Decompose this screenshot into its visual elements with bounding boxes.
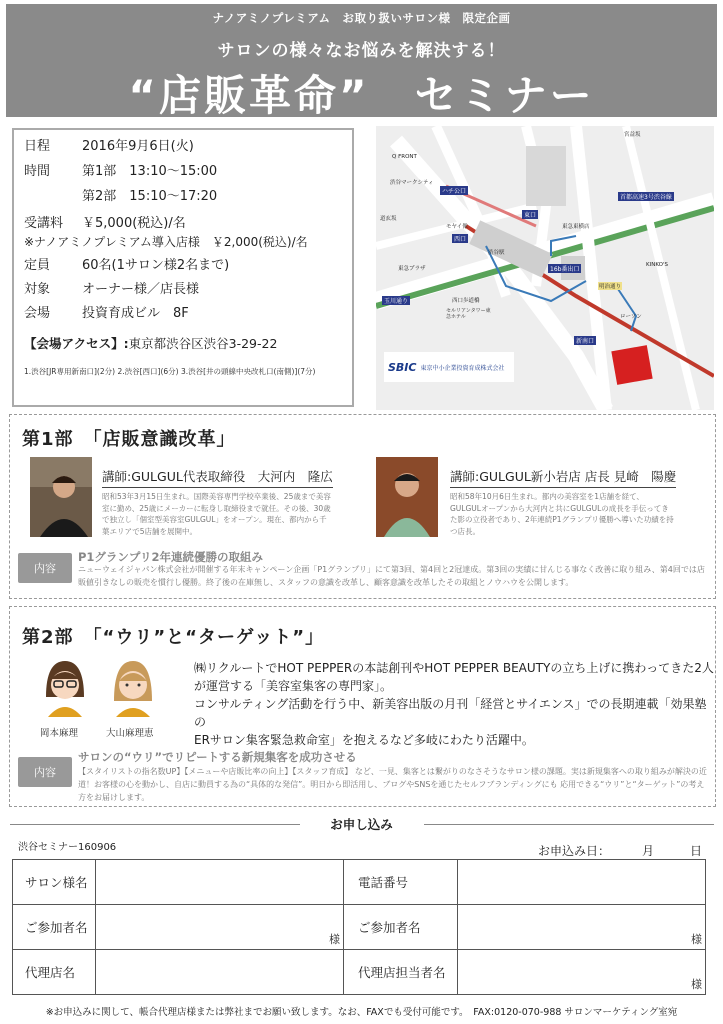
participant1-label: ご参加者名 [13,905,96,950]
capacity-label: 定員 [24,258,51,273]
map-label: 玉川通り [384,298,409,305]
honorific: 様 [691,978,702,991]
map-label: 西口 [454,236,467,243]
seminar-code: 渋谷セミナー160906 [18,842,117,853]
lecturer2-bio: 昭和58年10月6日生まれ。都内の美容室を1店舗を経て、GULGULオープンから大河内と共にGULGULの成長を手伝ってきた影の立役者であり、2年連続P1グランプリ優勝へ導いた功績を持つ店長。 [450,492,674,536]
application-date [538,842,702,859]
map-label: 首都高速3号渋谷線 [620,194,672,201]
part1-title: 第1部 「店販意識改革」 [22,429,236,450]
target-label: 対象 [24,282,51,297]
logo-mark: SBIC [388,360,417,374]
map-label: セルリアンタワー東急ホテル [446,308,491,320]
map-label: 東急東横店 [562,224,590,230]
name-oyama: 大山麻理恵 [106,728,154,739]
participant1-field[interactable] [96,905,344,950]
agency-label: 代理店名 [13,950,96,995]
content-badge: 内容 [18,553,72,583]
lecturer1-bio: 昭和53年3月15日生まれ。国際美容専門学校卒業後、25歳まで美容室に勤め、25歳にメーカーに転身し取締役まで就任。その後、30歳で独立し「個室型美容室GULGUL」をオープン。現在、都内から千葉エリアで5店舗を展開中。 [102,492,331,536]
part2-section [9,606,716,807]
part2-content-text: 【スタイリストの指名数UP】【メニューや店販比率の向上】【スタッフ育成】 など、一見、集客とは繋がりのなさそうなサロン様の課題。実は新規集客への取り組みが解決の近道！お客様の心を動かし、自店に動員する為の“具体的な発信”。明日から即活用し、ブログやSNSを通じたセルフブランディングにも 応用できる“ウリ”と“ターゲット”の考え方をお届けします。 [78,767,707,802]
lecturer1-photo [30,457,92,537]
month-label: 月 [642,844,655,858]
capacity-value: 60名(1サロン様2名まで) [82,258,230,273]
application-form [12,859,706,995]
part1-section [9,414,716,599]
phone-label: 電話番号 [344,860,458,905]
agency-person-label: 代理店担当者名 [344,950,458,995]
header-banner [6,4,717,120]
header-top-text: ナノアミノプレミアム お取り扱いサロン様 限定企画 [212,11,511,25]
part2-content-title: サロンの“ウリ”でリピートする新規集客を成功させる [78,750,357,764]
map-label: KINKO'S [646,262,668,268]
footer-note: ※お申込みに関して、帳合代理店様または弊社までお願い致します。なお、FAXでも受付可能です。 FAX:0120-070-988 サロンマーケティング室宛 [45,1007,678,1018]
access-map [376,126,714,410]
part1-content-title: P1グランプリ2年連続優勝の取組み [78,550,263,564]
desc-line: ㈱リクルートでHOT PEPPERの本誌創刊やHOT PEPPER BEAUTYの立ち上げに携わってきた2人 [194,661,714,675]
map-label: 道玄坂 [380,216,397,222]
participant2-field[interactable] [458,905,706,950]
event-date: 2016年9月6日(火) [82,139,194,154]
station-exits: 1.渋谷[JR専用新南口](2分) 2.渋谷[西口](6分) 3.渋谷[井の頭線中央改札口(南側)](7分) [24,367,316,376]
fee-label: 受講料 [24,216,64,231]
map-label: 新南口 [576,338,595,345]
company-logo [384,352,514,382]
salon-name-label: サロン様名 [13,860,96,905]
map-label: 渋谷マークシティ [390,180,434,186]
access-label: 【会場アクセス】: [24,336,129,351]
map-label: Q FRONT [392,154,417,160]
avatar-oyama [110,657,156,717]
map-label: 東急プラザ [398,266,426,272]
map-label: 明治通り [599,284,622,290]
honorific: 様 [691,933,702,946]
lecturer2-name: 講師:GULGUL新小岩店 店長 見崎 陽慶 [450,467,676,488]
map-label: 東口 [524,212,537,219]
desc-line: コンサルティング活動を行う中、新美容出版の月刊「経営とサイエンス」での長期連載「効果塾の [194,697,707,729]
venue-value: 投資育成ビル 8F [82,306,189,321]
header-subtitle: サロンの様々なお悩みを解決する！ [217,41,506,61]
agency-person-field[interactable] [458,950,706,995]
map-label: 宮益坂 [624,132,641,138]
participant2-label: ご参加者名 [344,905,458,950]
lecturer1-name: 講師:GULGUL代表取締役 大河内 隆広 [102,467,333,488]
access-address: 東京都渋谷区渋谷3-29-22 [128,336,278,351]
part2-title: 第2部 「“ウリ”と“ターゲット”」 [22,627,325,648]
agency-field[interactable] [96,950,344,995]
map-label: 渋谷駅 [488,250,505,256]
lecturer2-photo [376,457,438,537]
map-label: ローソン [620,314,642,320]
part2-description [194,659,714,749]
target-value: オーナー様／店長様 [82,282,200,297]
fee-value: ￥5,000(税込)/名 [82,216,186,231]
application-title: お申し込み [330,817,393,832]
logo-text: 東京中小企業投資育成株式会社 [420,364,505,372]
page-title: “店販革命” セミナー [128,71,595,120]
name-okamoto: 岡本麻理 [40,728,79,739]
part1-content-text: ニューウェイジャパン株式会社が開催する年末キャンペーン企画「P1グランプリ」にて第3回、第4回と2冠達成。第3回の実績に甘んじる事なく改善に取り組み、第4回では店販値引きなしの販売を慣行し優勝。終了後の在庫無し、スタッフの意識を改革し、顧客意識を改革したその取組とノウハウを公開します。 [78,565,705,587]
desc-line: が運営する「美容室集客の専門家」。 [194,679,393,693]
event-info-box [12,128,354,407]
content-badge: 内容 [18,757,72,787]
map-label: モヤイ像 [446,224,468,230]
fee-note: ※ナノアミノプレミアム導入店様 ￥2,000(税込)/名 [24,235,308,249]
day-label: 日 [690,844,703,858]
map-label: 西口歩道橋 [452,298,480,304]
venue-label: 会場 [24,306,51,321]
time-label: 時間 [24,164,51,179]
avatar-okamoto [42,657,88,717]
date-label: 日程 [24,139,51,154]
salon-name-field[interactable] [96,860,344,905]
map-label: ハチ公口 [442,188,467,195]
map-label: 16b番出口 [550,266,580,273]
time-part2: 第2部 15:10～17:20 [82,189,218,204]
time-part1: 第1部 13:10～15:00 [82,164,218,179]
phone-field[interactable] [458,860,706,905]
desc-line: ERサロン集客緊急救命室」を抱えるなど多岐にわたり活躍中。 [194,733,534,747]
date-label: お申込み日： [538,844,611,858]
honorific: 様 [329,933,340,946]
access-info [24,334,342,352]
